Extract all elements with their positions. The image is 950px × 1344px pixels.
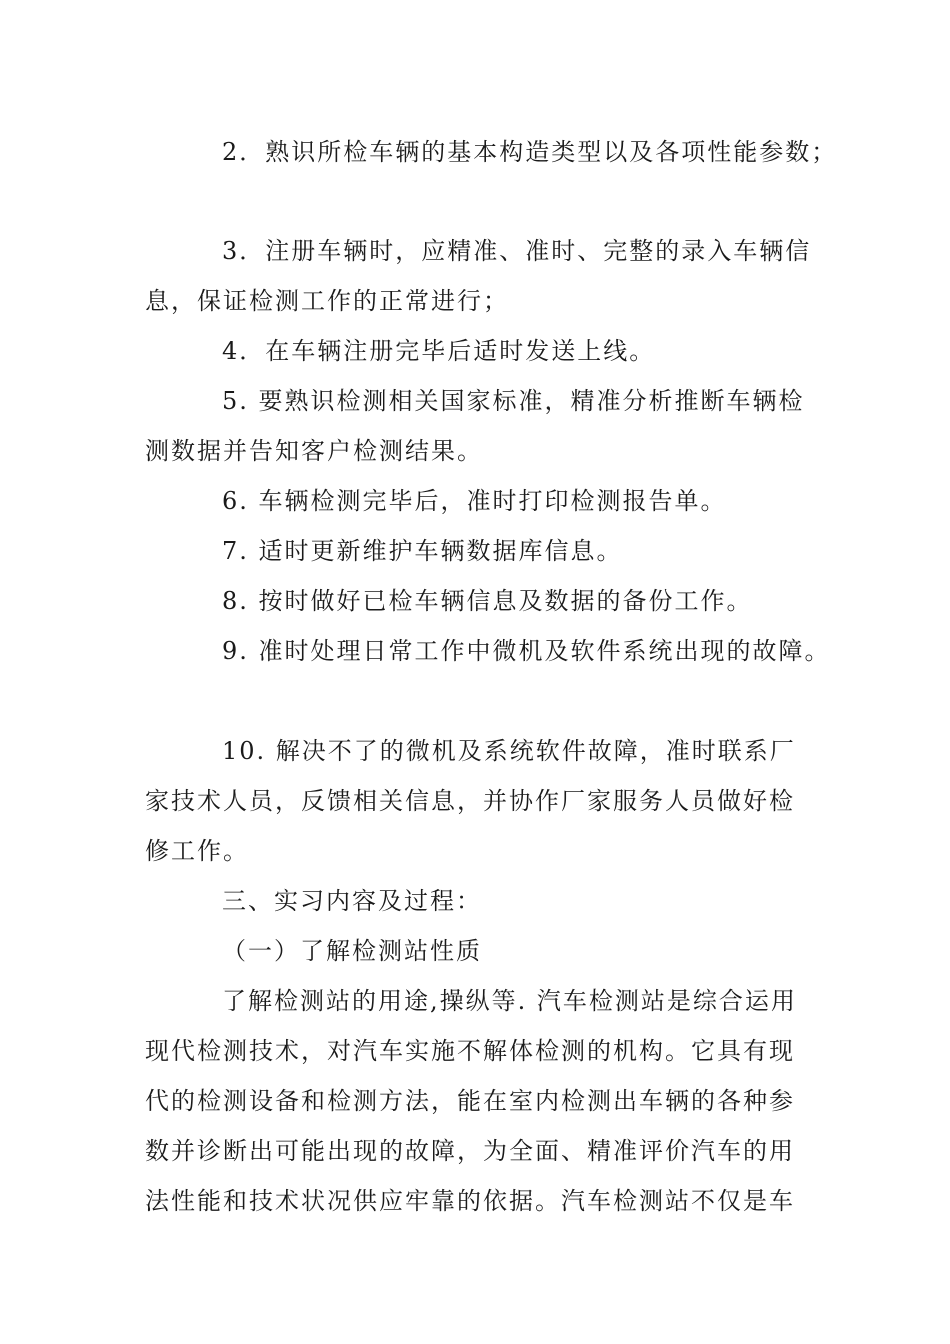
list-item-10-cont: 修工作。 [145, 837, 249, 865]
paragraph-line: 现代检测技术，对汽车实施不解体检测的机构。它具有现 [145, 1037, 795, 1065]
paragraph-line: 代的检测设备和检测方法，能在室内检测出车辆的各种参 [145, 1087, 795, 1115]
paragraph-line: 数并诊断出可能出现的故障，为全面、精准评价汽车的用 [145, 1137, 795, 1165]
list-item-8: 8. 按时做好已检车辆信息及数据的备份工作。 [222, 587, 753, 615]
list-item-9: 9. 准时处理日常工作中微机及软件系统出现的故障。 [222, 637, 831, 665]
list-item-6: 6. 车辆检测完毕后，准时打印检测报告单。 [222, 487, 727, 515]
section-heading: 三、实习内容及过程： [222, 887, 482, 915]
list-item-7: 7. 适时更新维护车辆数据库信息。 [222, 537, 623, 565]
subsection-heading: （一）了解检测站性质 [222, 937, 482, 965]
list-item-4: 4．在车辆注册完毕后适时发送上线。 [222, 337, 656, 365]
list-item-10: 10. 解决不了的微机及系统软件故障，准时联系厂 [222, 737, 796, 765]
list-item-5-cont: 测数据并告知客户检测结果。 [145, 437, 483, 465]
list-item-5: 5. 要熟识检测相关国家标准，精准分析推断车辆检 [222, 387, 805, 415]
list-item-10-cont: 家技术人员，反馈相关信息，并协作厂家服务人员做好检 [145, 787, 795, 815]
list-item-3-cont: 息，保证检测工作的正常进行； [145, 287, 509, 315]
list-item-2: 2．熟识所检车辆的基本构造类型以及各项性能参数； [222, 138, 838, 166]
paragraph-line: 法性能和技术状况供应牢靠的依据。汽车检测站不仅是车 [145, 1187, 795, 1215]
list-item-3: 3．注册车辆时，应精准、准时、完整的录入车辆信 [222, 237, 812, 265]
paragraph-line: 了解检测站的用途,操纵等. 汽车检测站是综合运用 [222, 987, 797, 1015]
